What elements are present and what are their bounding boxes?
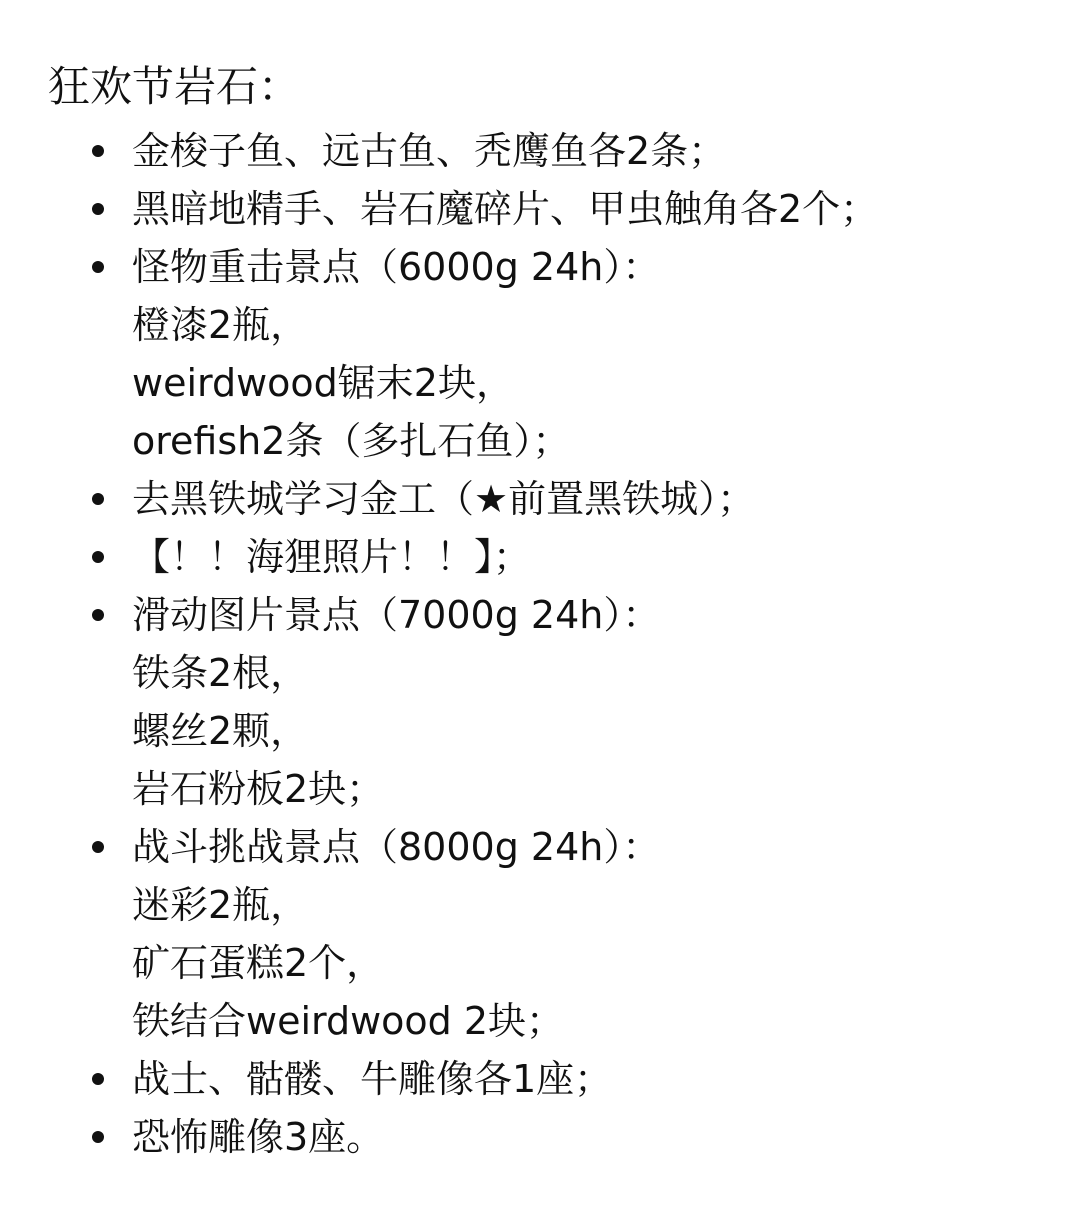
bullet-icon [92,1131,104,1143]
item-subline: 迷彩2瓶， [132,883,309,927]
item-subline: 铁条2根， [132,651,309,695]
item-line: 战斗挑战景点（8000g 24h）： [132,825,661,869]
bullet-list [48,122,1048,1166]
item-subline: 螺丝2颗， [132,709,309,753]
item-line: 【！！海狸照片！！】； [132,535,532,579]
item-line: 滑动图片景点（7000g 24h）： [132,593,661,637]
item-subline: 矿石蛋糕2个， [132,941,385,985]
item-line: 战士、骷髅、牛雕像各1座； [132,1057,613,1101]
list-item [48,586,1048,818]
list-item [48,122,1048,180]
item-line: 金梭子鱼、远古鱼、秃鹰鱼各2条； [132,129,727,173]
bullet-icon [92,609,104,621]
item-line: 黑暗地精手、岩石魔碎片、甲虫触角各2个； [132,187,879,231]
list-item [48,528,1048,586]
item-subline: 铁结合weirdwood 2块； [132,999,565,1043]
list-item [48,1050,1048,1108]
item-subline: weirdwood锯末2块， [132,361,514,405]
list-item [48,818,1048,1050]
bullet-icon [92,145,104,157]
item-subline: orefish2条（多扎石鱼）； [132,419,571,463]
bullet-icon [92,493,104,505]
bullet-icon [92,841,104,853]
list-item [48,238,1048,470]
list-item [48,1108,1048,1166]
list-item [48,180,1048,238]
item-line: 恐怖雕像3座。 [132,1115,385,1159]
list-item [48,470,1048,528]
bullet-icon [92,1073,104,1085]
note-content [48,58,1048,1166]
bullet-icon [92,203,104,215]
item-subline: 橙漆2瓶， [132,303,309,347]
bullet-icon [92,261,104,273]
item-line: 怪物重击景点（6000g 24h）： [132,245,661,289]
item-subline: 岩石粉板2块； [132,767,385,811]
bullet-icon [92,551,104,563]
note-title: 狂欢节岩石： [48,62,301,111]
item-line: 去黑铁城学习金工（★前置黑铁城）； [132,477,756,521]
